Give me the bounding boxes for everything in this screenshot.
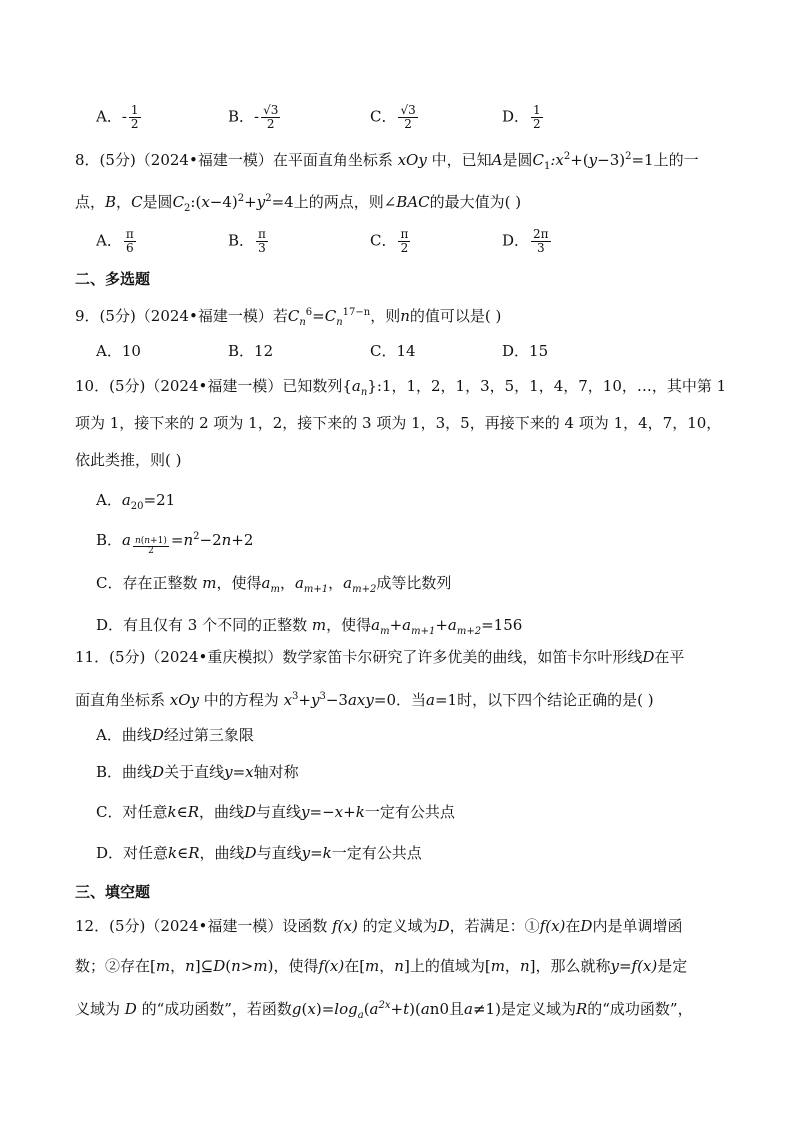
q10-option-b[interactable]: B．a $_{\frac{n(n+1)}{2}}$ $=n^2-2n+2$ <box>96 531 254 556</box>
section-heading-multi-choice: 二、多选题 <box>75 270 151 288</box>
q8-line-2: 点，B，C是圆$C_2:(x-4)^2+y^2=4$上的两点，则∠BAC的最大值为( ) <box>75 193 522 214</box>
q9-option-d[interactable]: D．15 <box>502 342 549 360</box>
section-heading-fill-in: 三、填空题 <box>75 883 151 901</box>
q11-line-2: 面直角坐标系 xOy 中的方程为 $x^3+y^3-3axy=0$．当a=1时，以下四个结论正确的是( ) <box>75 691 654 709</box>
q9-option-a[interactable]: A．10 <box>96 342 141 360</box>
q8-line-1: 8．(5分)（2024•福建一模）在平面直角坐标系 xOy 中，已知A是圆$C_1:x^2+(y-3)^2=1$上的一 <box>75 151 699 172</box>
q11-option-c[interactable]: C．对任意k∈R，曲线D与直线y=−x+k一定有公共点 <box>96 803 455 821</box>
q9-line: 9．(5分)（2024•福建一模）若$C_n^6=C_n^{17-n}$，则n的值可以是( ) <box>75 307 502 328</box>
q12-line-1: 12．(5分)（2024•福建一模）设函数 f(x) 的定义域为D，若满足：①f(x)在D内是单调增函 <box>75 917 683 935</box>
q9-option-c[interactable]: C．14 <box>370 342 416 360</box>
q11-option-d[interactable]: D．对任意k∈R，曲线D与直线y=k一定有公共点 <box>96 844 422 862</box>
q10-option-d[interactable]: D．有且仅有 3 个不同的正整数 m，使得$a_m+a_{m+1}+a_{m+2}=156$ <box>96 616 523 637</box>
q7-option-a[interactable]: A．- $\frac{1}{2}$ <box>96 103 139 131</box>
q8-option-b[interactable]: B． $\frac{\pi}{3}$ <box>228 227 266 255</box>
q8-option-c[interactable]: C． $\frac{\pi}{2}$ <box>370 227 409 255</box>
q11-option-a[interactable]: A．曲线D经过第三象限 <box>96 726 254 744</box>
q11-option-b[interactable]: B．曲线D关于直线y=x轴对称 <box>96 763 299 781</box>
q7-option-d[interactable]: D． $\frac{1}{2}$ <box>502 103 541 131</box>
q8-option-d[interactable]: D． $\frac{2\pi}{3}$ <box>502 227 549 255</box>
q11-line-1: 11．(5分)（2024•重庆模拟）数学家笛卡尔研究了许多优美的曲线，如笛卡尔叶形线D在平 <box>75 648 685 666</box>
q7-option-c[interactable]: C． $\frac{√3}{2}$ <box>370 103 416 131</box>
q10-line-3: 依此类推，则( ) <box>75 451 182 469</box>
q10-option-a[interactable]: A．$a_{20}=21$ <box>96 491 176 512</box>
q10-line-1: 10．(5分)（2024•福建一模）已知数列$\{a_n\}:1$，1，2，1，3，5，1，4，7，10，…，其中第 1 <box>75 377 727 398</box>
q12-line-2: 数；②存在[m，n]⊆D(n>m)，使得f(x)在[m，n]上的值域为[m，n]，那么就称y=f(x)是定 <box>75 957 688 975</box>
q10-line-2: 项为 1，接下来的 2 项为 1，2，接下来的 3 项为 1，3，5，再接下来的 4 项为 1，4，7，10， <box>75 414 722 432</box>
q12-line-3: 义域为 D 的“成功函数”，若函数$g(x)=\log_a(a^{2x}+t)(an0$且a≠1)是定义域为R的“成功函数”， <box>75 1000 693 1021</box>
q9-option-b[interactable]: B．12 <box>228 342 274 360</box>
q8-option-a[interactable]: A． $\frac{\pi}{6}$ <box>96 227 134 255</box>
q10-option-c[interactable]: C．存在正整数 m，使得$a_m$，$a_{m+1}$，$a_{m+2}$成等比数列 <box>96 574 452 595</box>
q7-option-b[interactable]: B．- $\frac{√3}{2}$ <box>228 103 279 131</box>
